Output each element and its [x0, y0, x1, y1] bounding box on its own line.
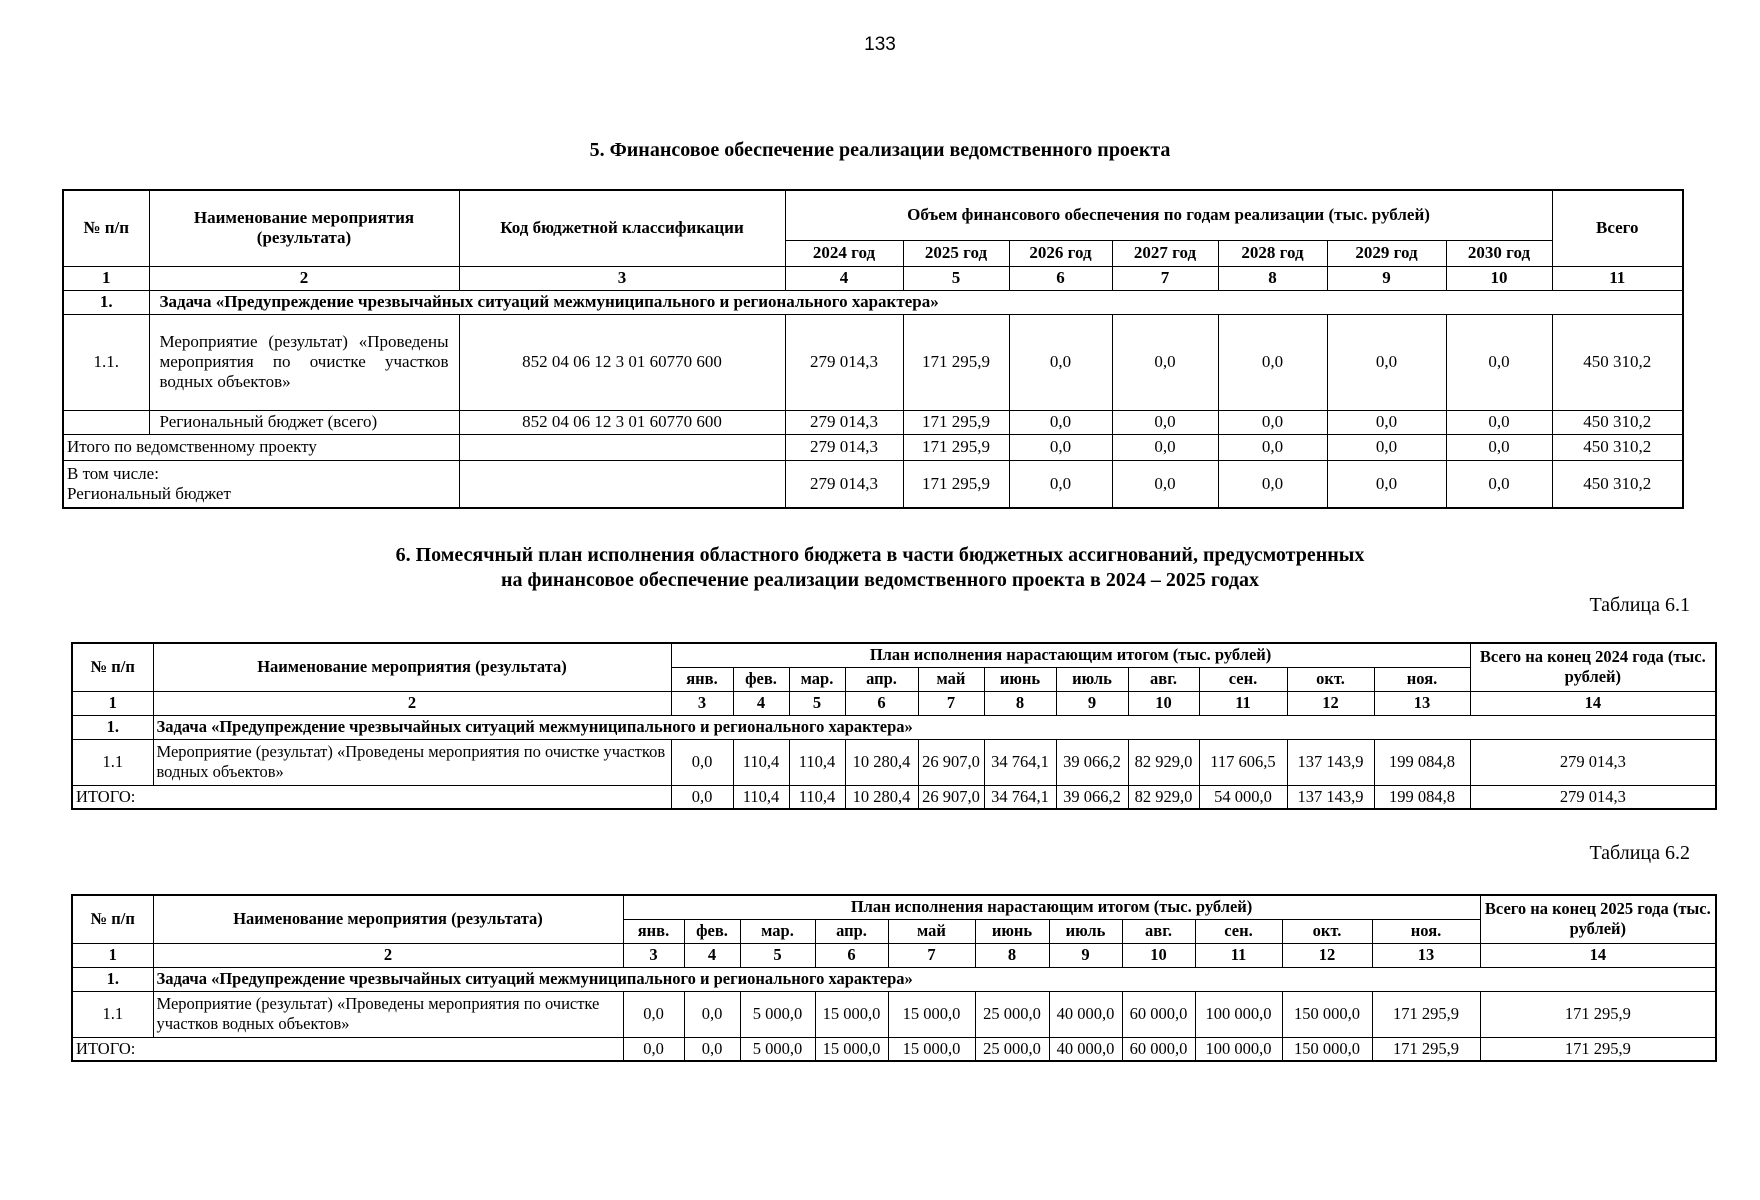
col-number: 8: [975, 943, 1049, 967]
itogo-value: 25 000,0: [975, 1037, 1049, 1061]
itogo-value: 0,0: [1009, 434, 1112, 460]
row-value: 150 000,0: [1282, 991, 1372, 1037]
row-value: 60 000,0: [1122, 991, 1195, 1037]
col-number: 10: [1128, 691, 1199, 715]
section-6-title: [0, 543, 1760, 593]
header-month: авг.: [1122, 919, 1195, 943]
itogo-value: 171 295,9: [903, 434, 1009, 460]
itogo-total: 279 014,3: [1470, 785, 1716, 809]
including-value: 0,0: [1327, 460, 1446, 508]
col-number: 11: [1199, 691, 1287, 715]
itogo-value: 110,4: [789, 785, 845, 809]
row-total: 450 310,2: [1552, 410, 1683, 434]
row-value: 0,0: [671, 739, 733, 785]
row-value: 40 000,0: [1049, 991, 1122, 1037]
col-number: 14: [1480, 943, 1716, 967]
header-year: 2028 год: [1218, 240, 1327, 266]
row-value: 171 295,9: [1372, 991, 1480, 1037]
col-number: 7: [1112, 266, 1218, 290]
header-year: 2030 год: [1446, 240, 1552, 266]
header-month: ноя.: [1374, 667, 1470, 691]
row-value: 110,4: [733, 739, 789, 785]
itogo-total: 171 295,9: [1480, 1037, 1716, 1061]
col-number: 13: [1372, 943, 1480, 967]
row-value: 0,0: [1009, 314, 1112, 410]
header-year: 2025 год: [903, 240, 1009, 266]
table-6-1-label: Таблица 6.1: [1589, 594, 1690, 616]
row-value: 34 764,1: [984, 739, 1056, 785]
itogo-value: 100 000,0: [1195, 1037, 1282, 1061]
itogo-value: 54 000,0: [1199, 785, 1287, 809]
monthly-plan-table-2024: [71, 642, 1717, 810]
including-code: [459, 460, 785, 508]
row-value: 279 014,3: [785, 410, 903, 434]
task-title: Задача «Предупреждение чрезвычайных ситуаций межмуниципального и регионального характера»: [153, 715, 1716, 739]
row-value: 15 000,0: [888, 991, 975, 1037]
header-month: мар.: [740, 919, 815, 943]
row-value: 171 295,9: [903, 314, 1009, 410]
header-num: № п/п: [72, 895, 153, 943]
row-value: 5 000,0: [740, 991, 815, 1037]
section-6-title-line2: на финансовое обеспечение реализации ведомственного проекта в 2024 – 2025 годах: [501, 569, 1259, 591]
row-num: [63, 410, 149, 434]
row-value: 137 143,9: [1287, 739, 1374, 785]
task-num: 1.: [72, 715, 153, 739]
itogo-value: 0,0: [684, 1037, 740, 1061]
row-value: 39 066,2: [1056, 739, 1128, 785]
task-num: 1.: [72, 967, 153, 991]
task-title: Задача «Предупреждение чрезвычайных ситуаций межмуниципального и регионального характера»: [149, 290, 1683, 314]
col-number: 5: [789, 691, 845, 715]
header-code: Код бюджетной классификации: [459, 190, 785, 266]
col-number: 4: [733, 691, 789, 715]
header-month: июль: [1049, 919, 1122, 943]
row-code: 852 04 06 12 3 01 60770 600: [459, 410, 785, 434]
itogo-value: 150 000,0: [1282, 1037, 1372, 1061]
row-value: 199 084,8: [1374, 739, 1470, 785]
header-year: 2024 год: [785, 240, 903, 266]
itogo-label: ИТОГО:: [72, 1037, 623, 1061]
col-number: 8: [984, 691, 1056, 715]
row-value: 0,0: [1327, 410, 1446, 434]
row-name: Мероприятие (результат) «Проведены мероприятия по очистке участков водных объектов»: [153, 991, 623, 1037]
col-number: 9: [1327, 266, 1446, 290]
row-value: 171 295,9: [903, 410, 1009, 434]
row-value: 279 014,3: [785, 314, 903, 410]
col-number: 5: [740, 943, 815, 967]
itogo-value: 26 907,0: [918, 785, 984, 809]
itogo-value: 15 000,0: [815, 1037, 888, 1061]
row-num: 1.1: [72, 739, 153, 785]
row-value: 0,0: [1446, 314, 1552, 410]
header-volume: Объем финансового обеспечения по годам реализации (тыс. рублей): [785, 190, 1552, 240]
row-value: 0,0: [1218, 410, 1327, 434]
itogo-value: 0,0: [1446, 434, 1552, 460]
col-number: 3: [671, 691, 733, 715]
row-value: 0,0: [1218, 314, 1327, 410]
row-value: 0,0: [1009, 410, 1112, 434]
row-value: 10 280,4: [845, 739, 918, 785]
row-value: 0,0: [1446, 410, 1552, 434]
including-label: [63, 460, 459, 508]
itogo-value: 60 000,0: [1122, 1037, 1195, 1061]
header-month: сен.: [1195, 919, 1282, 943]
header-month: май: [918, 667, 984, 691]
col-number: 6: [815, 943, 888, 967]
header-year: 2026 год: [1009, 240, 1112, 266]
header-month: ноя.: [1372, 919, 1480, 943]
header-month: окт.: [1287, 667, 1374, 691]
row-value: 0,0: [1112, 410, 1218, 434]
col-number: 4: [785, 266, 903, 290]
header-year: 2027 год: [1112, 240, 1218, 266]
itogo-value: 0,0: [671, 785, 733, 809]
header-plan: План исполнения нарастающим итогом (тыс. рублей): [623, 895, 1480, 919]
row-total: 171 295,9: [1480, 991, 1716, 1037]
table-6-2-label: Таблица 6.2: [1589, 842, 1690, 864]
itogo-value: 171 295,9: [1372, 1037, 1480, 1061]
monthly-plan-table-2025: [71, 894, 1717, 1062]
row-value: 117 606,5: [1199, 739, 1287, 785]
col-number: 6: [1009, 266, 1112, 290]
col-number: 14: [1470, 691, 1716, 715]
header-month: мар.: [789, 667, 845, 691]
col-number: 7: [888, 943, 975, 967]
row-num: 1.1.: [63, 314, 149, 410]
header-year: 2029 год: [1327, 240, 1446, 266]
header-total: Всего: [1552, 190, 1683, 266]
header-month: фев.: [733, 667, 789, 691]
financing-table: [62, 189, 1684, 509]
itogo-value: 15 000,0: [888, 1037, 975, 1061]
header-month: июнь: [984, 667, 1056, 691]
itogo-value: 0,0: [1218, 434, 1327, 460]
including-total: 450 310,2: [1552, 460, 1683, 508]
header-num: № п/п: [63, 190, 149, 266]
col-number: 8: [1218, 266, 1327, 290]
including-value: 0,0: [1218, 460, 1327, 508]
row-value: 0,0: [623, 991, 684, 1037]
row-code: 852 04 06 12 3 01 60770 600: [459, 314, 785, 410]
row-value: 82 929,0: [1128, 739, 1199, 785]
col-number: 6: [845, 691, 918, 715]
header-month: авг.: [1128, 667, 1199, 691]
itogo-total: 450 310,2: [1552, 434, 1683, 460]
col-number: 1: [72, 691, 153, 715]
header-month: сен.: [1199, 667, 1287, 691]
itogo-value: 39 066,2: [1056, 785, 1128, 809]
row-value: 0,0: [1327, 314, 1446, 410]
col-number: 10: [1446, 266, 1552, 290]
col-number: 2: [153, 943, 623, 967]
section-5-title: 5. Финансовое обеспечение реализации ведомственного проекта: [589, 139, 1171, 161]
row-value: 110,4: [789, 739, 845, 785]
header-month: апр.: [845, 667, 918, 691]
row-value: 0,0: [1112, 314, 1218, 410]
itogo-value: 199 084,8: [1374, 785, 1470, 809]
col-number: 12: [1287, 691, 1374, 715]
row-num: 1.1: [72, 991, 153, 1037]
col-number: 11: [1552, 266, 1683, 290]
col-number: 9: [1049, 943, 1122, 967]
header-name: Наименование мероприятия (результата): [153, 643, 671, 691]
col-number: 1: [63, 266, 149, 290]
itogo-value: 0,0: [623, 1037, 684, 1061]
col-number: 10: [1122, 943, 1195, 967]
header-month: июнь: [975, 919, 1049, 943]
including-value: 0,0: [1009, 460, 1112, 508]
col-number: 13: [1374, 691, 1470, 715]
itogo-value: 82 929,0: [1128, 785, 1199, 809]
header-name: Наименование мероприятия (результата): [153, 895, 623, 943]
header-num: № п/п: [72, 643, 153, 691]
col-number: 9: [1056, 691, 1128, 715]
including-value: 0,0: [1446, 460, 1552, 508]
row-total: 279 014,3: [1470, 739, 1716, 785]
itogo-value: 0,0: [1112, 434, 1218, 460]
header-month: янв.: [671, 667, 733, 691]
itogo-value: 40 000,0: [1049, 1037, 1122, 1061]
col-number: 2: [153, 691, 671, 715]
col-number: 11: [1195, 943, 1282, 967]
row-name: Мероприятие (результат) «Проведены мероприятия по очистке участков водных объектов»: [153, 739, 671, 785]
col-number: 3: [459, 266, 785, 290]
itogo-value: 10 280,4: [845, 785, 918, 809]
col-number: 5: [903, 266, 1009, 290]
task-title: Задача «Предупреждение чрезвычайных ситуаций межмуниципального и регионального характера»: [153, 967, 1716, 991]
header-month: фев.: [684, 919, 740, 943]
section-6-title-line1: 6. Помесячный план исполнения областного бюджета в части бюджетных ассигнований, предусмотренных: [395, 544, 1365, 566]
header-name: Наименование мероприятия (результата): [149, 190, 459, 266]
header-month: окт.: [1282, 919, 1372, 943]
itogo-value: 34 764,1: [984, 785, 1056, 809]
itogo-value: 0,0: [1327, 434, 1446, 460]
row-name: Мероприятие (результат) «Проведены мероприятия по очистке участков водных объектов»: [149, 314, 459, 410]
including-value: 279 014,3: [785, 460, 903, 508]
itogo-value: 137 143,9: [1287, 785, 1374, 809]
row-total: 450 310,2: [1552, 314, 1683, 410]
row-value: 26 907,0: [918, 739, 984, 785]
itogo-code: [459, 434, 785, 460]
row-value: 25 000,0: [975, 991, 1049, 1037]
header-total: Всего на конец 2025 года (тыс. рублей): [1480, 895, 1716, 943]
col-number: 7: [918, 691, 984, 715]
page-number: 133: [864, 34, 896, 55]
itogo-label: Итого по ведомственному проекту: [63, 434, 459, 460]
col-number: 12: [1282, 943, 1372, 967]
row-value: 100 000,0: [1195, 991, 1282, 1037]
header-month: янв.: [623, 919, 684, 943]
including-value: 171 295,9: [903, 460, 1009, 508]
including-value: 0,0: [1112, 460, 1218, 508]
col-number: 2: [149, 266, 459, 290]
itogo-label: ИТОГО:: [72, 785, 671, 809]
row-value: 0,0: [684, 991, 740, 1037]
col-number: 4: [684, 943, 740, 967]
col-number: 3: [623, 943, 684, 967]
row-value: 15 000,0: [815, 991, 888, 1037]
header-month: апр.: [815, 919, 888, 943]
header-month: июль: [1056, 667, 1128, 691]
col-number: 1: [72, 943, 153, 967]
itogo-value: 279 014,3: [785, 434, 903, 460]
including-label-line2: Региональный бюджет: [67, 483, 231, 503]
row-name: Региональный бюджет (всего): [149, 410, 459, 434]
header-plan: План исполнения нарастающим итогом (тыс. рублей): [671, 643, 1470, 667]
header-month: май: [888, 919, 975, 943]
itogo-value: 110,4: [733, 785, 789, 809]
header-total: Всего на конец 2024 года (тыс. рублей): [1470, 643, 1716, 691]
including-label-line1: В том числе:: [67, 463, 159, 483]
task-num: 1.: [63, 290, 149, 314]
itogo-value: 5 000,0: [740, 1037, 815, 1061]
